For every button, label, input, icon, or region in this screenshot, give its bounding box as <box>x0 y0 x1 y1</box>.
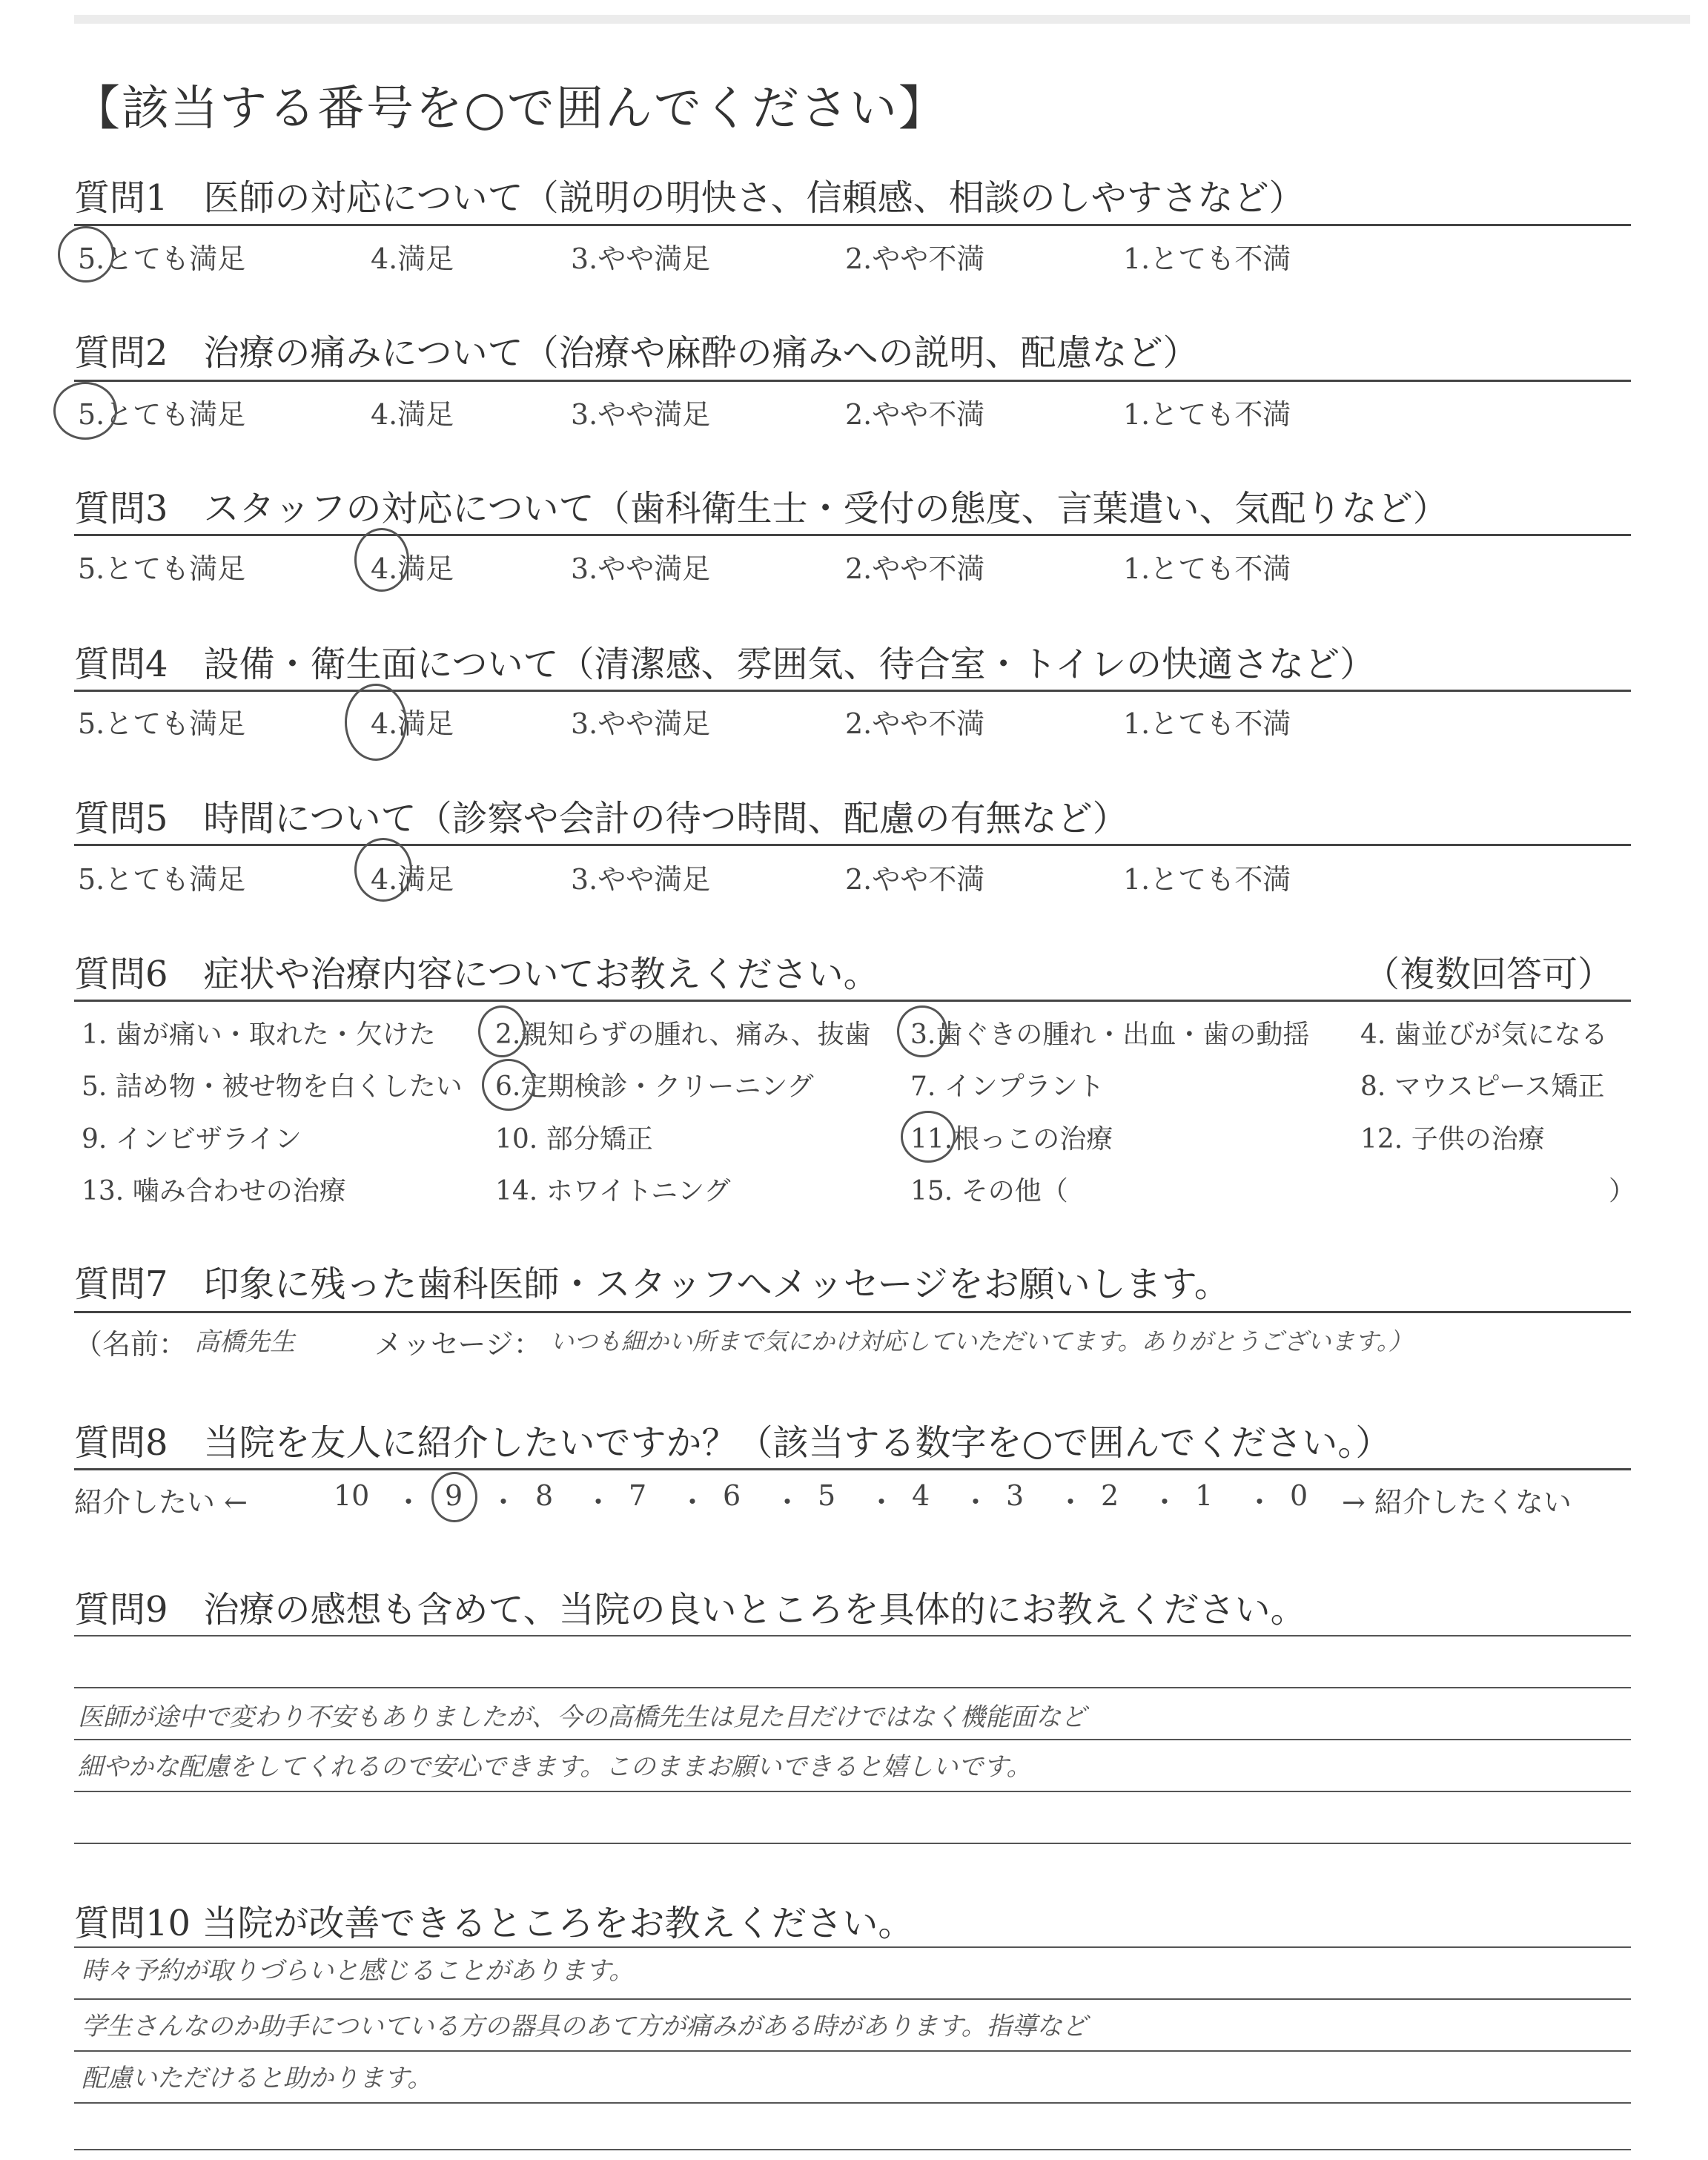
q3-option-1[interactable]: 1.とても不満 <box>1123 552 1291 585</box>
question-8-title: 質問8 当院を友人に紹介したいですか？（該当する数字を○で囲んでください。） <box>74 1422 1391 1464</box>
q8-scale-5[interactable]: 5 <box>818 1479 836 1512</box>
q8-scale-4[interactable]: 4 <box>912 1479 930 1512</box>
q1-selected-circle <box>58 226 114 283</box>
q6-other-close-paren: ） <box>1609 1176 1636 1206</box>
question-3-title: 質問3 スタッフの対応について（歯科衛生士・受付の態度、言葉遣い、気配りなど） <box>74 488 1449 529</box>
q8-dot: ・ <box>773 1486 802 1519</box>
question-5-title: 質問5 時間について（診察や会計の待つ時間、配慮の有無など） <box>74 798 1128 839</box>
q6-selected-circle-3 <box>897 1005 947 1057</box>
q6-option-15[interactable]: 15. その他（ <box>910 1176 1068 1206</box>
q5-option-2[interactable]: 2.やや不満 <box>845 863 985 896</box>
question-6-note: （複数回答可） <box>1364 954 1614 995</box>
q1-option-3[interactable]: 3.やや満足 <box>571 242 711 275</box>
q7-message-label: メッセージ： <box>374 1328 542 1361</box>
question-9-title: 質問9 治療の感想も含めて、当院の良いところを具体的にお教えください。 <box>74 1589 1306 1631</box>
q9-answer-line-2[interactable]: 細やかな配慮をしてくれるので安心できます。このままお願いできると嬉しいです。 <box>78 1752 1032 1782</box>
q7-message-handwritten[interactable]: いつも細かい所まで気にかけ対応していただいてます。ありがとうございます。） <box>550 1327 1412 1355</box>
q5-option-5[interactable]: 5.とても満足 <box>78 863 246 896</box>
q3-option-4[interactable]: 4.満足 <box>371 552 454 585</box>
q8-dot: ・ <box>1245 1486 1274 1519</box>
q7-name-handwritten[interactable]: 高橋先生 <box>194 1327 295 1357</box>
q8-dot: ・ <box>961 1486 990 1519</box>
q8-scale-3[interactable]: 3 <box>1006 1479 1025 1512</box>
q8-dot: ・ <box>1056 1486 1085 1519</box>
q6-option-11[interactable]: 11.根っこの治療 <box>910 1124 1113 1155</box>
q1-option-5[interactable]: 5.とても満足 <box>78 242 246 275</box>
question-1-rule <box>74 224 1631 226</box>
q4-option-4[interactable]: 4.満足 <box>371 707 454 740</box>
q10-answer-line-3[interactable]: 配慮いただけると助かります。 <box>82 2064 433 2093</box>
q6-option-2[interactable]: 2.親知らずの腫れ、痛み、抜歯 <box>495 1020 871 1050</box>
q3-option-5[interactable]: 5.とても満足 <box>78 552 246 585</box>
question-6-rule <box>74 1000 1631 1002</box>
q6-option-9[interactable]: 9. インビザライン <box>82 1124 302 1155</box>
question-4-title: 質問4 設備・衛生面について（清潔感、雰囲気、待合室・トイレの快適さなど） <box>74 644 1376 685</box>
q4-selected-circle <box>345 684 407 761</box>
q6-option-3[interactable]: 3.歯ぐきの腫れ・出血・歯の動揺 <box>910 1020 1310 1050</box>
question-1-title: 質問1 医師の対応について（説明の明快さ、信頼感、相談のしやすさなど） <box>74 177 1305 219</box>
q3-option-2[interactable]: 2.やや不満 <box>845 552 985 585</box>
q10-line-1 <box>74 1946 1631 1948</box>
q8-scale-8[interactable]: 8 <box>535 1479 554 1512</box>
q2-option-5[interactable]: 5.とても満足 <box>78 398 246 431</box>
question-2-title: 質問2 治療の痛みについて（治療や麻酔の痛みへの説明、配慮など） <box>74 332 1199 374</box>
q1-option-4[interactable]: 4.満足 <box>371 242 454 275</box>
question-10-title: 質問10 当院が改善できるところをお教えください。 <box>74 1903 914 1944</box>
q1-option-2[interactable]: 2.やや不満 <box>845 242 985 275</box>
question-2-rule <box>74 380 1631 382</box>
q9-line-2 <box>74 1687 1631 1688</box>
q8-scale-2[interactable]: 2 <box>1101 1479 1119 1512</box>
q10-line-4 <box>74 2102 1631 2104</box>
q8-left-label: 紹介したい ← <box>74 1486 248 1519</box>
page-top-border <box>74 15 1690 24</box>
q9-answer-line-1[interactable]: 医師が途中で変わり不安もありましたが、今の高橋先生は見た目だけではなく機能面など <box>78 1702 1086 1732</box>
q3-selected-circle <box>354 528 409 592</box>
question-7-title: 質問7 印象に残った歯科医師・スタッフへメッセージをお願いします。 <box>74 1264 1230 1305</box>
page-title: 【該当する番号を○で囲んでください】 <box>73 82 947 136</box>
q1-option-1[interactable]: 1.とても不満 <box>1123 242 1291 275</box>
q2-option-3[interactable]: 3.やや満足 <box>571 398 711 431</box>
q4-option-1[interactable]: 1.とても不満 <box>1123 707 1291 740</box>
q2-option-1[interactable]: 1.とても不満 <box>1123 398 1291 431</box>
q8-dot: ・ <box>1151 1486 1179 1519</box>
question-6-title: 質問6 症状や治療内容についてお教えください。 <box>74 954 879 995</box>
q2-option-2[interactable]: 2.やや不満 <box>845 398 985 431</box>
q10-answer-line-1[interactable]: 時々予約が取りづらいと感じることがあります。 <box>82 1956 635 1986</box>
q6-selected-circle-6 <box>482 1059 535 1111</box>
q10-answer-line-2[interactable]: 学生さんなのか助手についている方の器具のあて方が痛みがある時があります。指導など <box>82 2012 1088 2041</box>
q9-line-1 <box>74 1635 1631 1636</box>
q4-option-2[interactable]: 2.やや不満 <box>845 707 985 740</box>
q10-line-5 <box>74 2149 1631 2150</box>
question-5-rule <box>74 844 1631 846</box>
q10-line-3 <box>74 2050 1631 2052</box>
q6-option-12[interactable]: 12. 子供の治療 <box>1360 1124 1545 1155</box>
q8-scale-1[interactable]: 1 <box>1195 1479 1214 1512</box>
q8-right-label: → 紹介したくない <box>1342 1486 1572 1519</box>
q8-scale-7[interactable]: 7 <box>629 1479 647 1512</box>
q8-dot: ・ <box>678 1486 707 1519</box>
q8-selected-circle <box>431 1472 477 1522</box>
q6-option-1[interactable]: 1. 歯が痛い・取れた・欠けた <box>82 1020 436 1050</box>
q4-option-5[interactable]: 5.とても満足 <box>78 707 246 740</box>
q6-option-6[interactable]: 6.定期検診・クリーニング <box>495 1071 814 1102</box>
q6-option-13[interactable]: 13. 噛み合わせの治療 <box>82 1176 346 1206</box>
q3-option-3[interactable]: 3.やや満足 <box>571 552 711 585</box>
q4-option-3[interactable]: 3.やや満足 <box>571 707 711 740</box>
q8-scale-0[interactable]: 0 <box>1290 1479 1308 1512</box>
q5-option-4[interactable]: 4.満足 <box>371 863 454 896</box>
q6-option-14[interactable]: 14. ホワイトニング <box>495 1176 731 1206</box>
question-8-rule <box>74 1468 1631 1470</box>
q8-dot: ・ <box>489 1486 518 1519</box>
q9-line-5 <box>74 1843 1631 1844</box>
q8-dot: ・ <box>867 1486 896 1519</box>
q6-selected-circle-11 <box>901 1111 956 1163</box>
q2-selected-circle <box>53 382 117 440</box>
q2-option-4[interactable]: 4.満足 <box>371 398 454 431</box>
question-4-rule <box>74 690 1631 692</box>
q5-selected-circle <box>354 838 412 902</box>
q8-scale-6[interactable]: 6 <box>723 1479 741 1512</box>
q6-selected-circle-2 <box>478 1005 526 1057</box>
q6-option-4[interactable]: 4. 歯並びが気になる <box>1360 1020 1608 1050</box>
q8-scale-10[interactable]: 10 <box>334 1479 370 1512</box>
q7-name-label: （名前： <box>74 1328 188 1361</box>
q5-option-3[interactable]: 3.やや満足 <box>571 863 711 896</box>
q5-option-1[interactable]: 1.とても不満 <box>1123 863 1291 896</box>
q6-option-8[interactable]: 8. マウスピース矯正 <box>1360 1071 1605 1102</box>
q9-line-4 <box>74 1791 1631 1792</box>
question-7-rule <box>74 1311 1631 1313</box>
q6-option-10[interactable]: 10. 部分矯正 <box>495 1124 653 1155</box>
q6-option-7[interactable]: 7. インプラント <box>910 1071 1105 1102</box>
q6-option-5[interactable]: 5. 詰め物・被せ物を白くしたい <box>82 1071 463 1102</box>
q10-line-2 <box>74 1998 1631 2000</box>
q8-dot: ・ <box>584 1486 613 1519</box>
q8-scale-9[interactable]: 9 <box>445 1479 463 1512</box>
q8-dot: ・ <box>394 1486 423 1519</box>
q9-line-3 <box>74 1739 1631 1740</box>
question-3-rule <box>74 534 1631 536</box>
